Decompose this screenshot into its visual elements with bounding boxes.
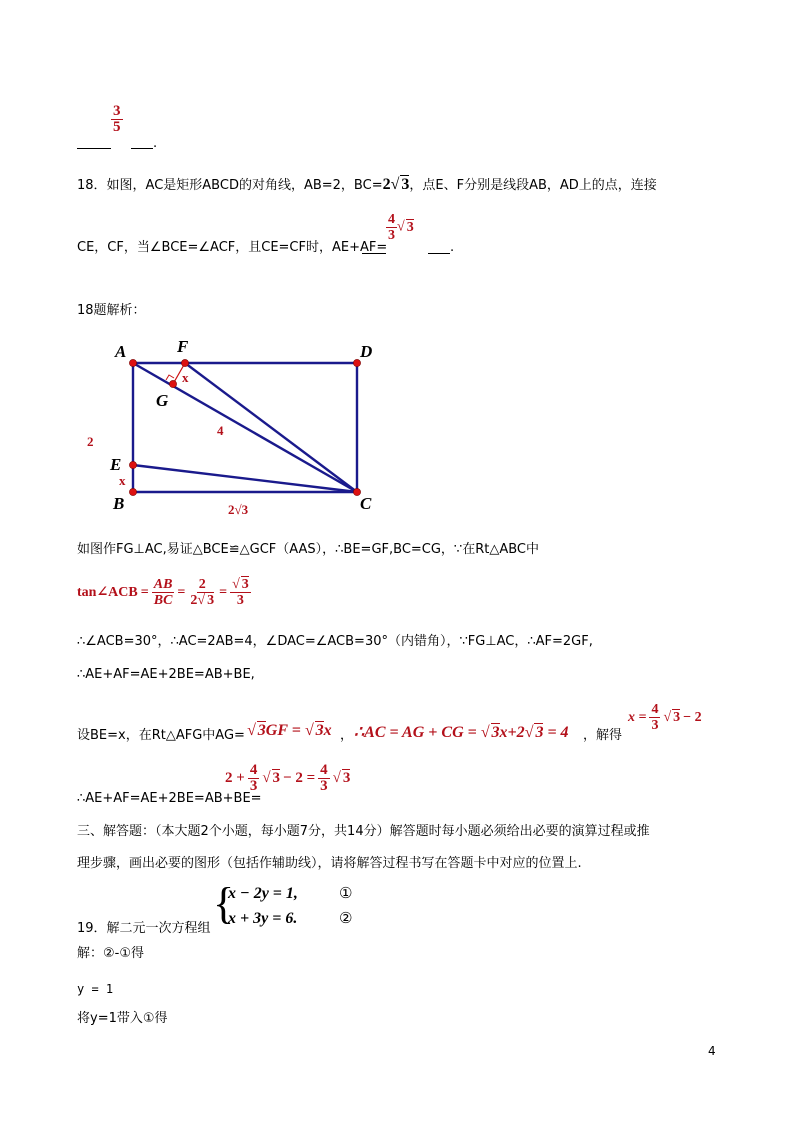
q18-line1-suffix: ，点E、F分别是线段AB，AD上的点，连接 (409, 178, 657, 193)
annot-ac-length: 4 (217, 423, 224, 438)
q19-label: 19．解二元一次方程组 (77, 921, 211, 936)
diagonal-ac (133, 363, 357, 492)
q18-answer-den: 3 (388, 228, 395, 243)
q18-end: . (450, 240, 455, 255)
solution-line5-prefix: ∴AE+AF=AE+2BE=AB+BE= (77, 791, 262, 806)
solution-line1: 如图作FG⊥AC,易证△BCE≌△GCF（AAS），∴BE=GF,BC=CG，∵在Rt△ABC中 (77, 542, 539, 557)
q17-blank-left (77, 140, 111, 149)
q19-eq2: x + 3y = 6. (228, 910, 298, 927)
q18-line1-prefix: 18．如图，AC是矩形ABCD的对角线，AB=2，BC= (77, 178, 383, 193)
final-num2: 4 (320, 762, 328, 778)
q18-answer-radicand: 3 (406, 219, 414, 235)
tan-f2-den-rad: 3 (207, 593, 215, 608)
q17-answer-fraction (111, 104, 123, 135)
label-d: D (360, 342, 373, 361)
annot-fg-length: x (182, 370, 189, 385)
final-den2: 3 (320, 778, 328, 794)
ag-rad1: 3 (257, 722, 266, 739)
q19-step3: 将y=1带入①得 (77, 1011, 168, 1026)
q18-blank-left (362, 247, 386, 254)
tan-f3-num-rad: 3 (241, 577, 249, 592)
q17-end: . (153, 136, 158, 151)
solution-heading: 18题解析： (77, 303, 146, 318)
ac-formula: ∴AC = AG + CG = √ 3x+2√ 3 = 4 (354, 724, 569, 741)
x-solution: x = $\frac{4}{3}$ √ 3 − 2 (628, 702, 702, 733)
x-tail: − 2 (683, 709, 702, 725)
tan-f2-num: 2 (198, 577, 206, 592)
ac-rest: = AG + CG = (389, 724, 477, 741)
q19-mark2: ② (339, 909, 353, 927)
ac-plus: +2 (507, 724, 525, 741)
tan-f1-den: BC (153, 593, 173, 608)
ac-x: x (499, 724, 508, 741)
point-g (169, 380, 176, 387)
solution-line3: ∴AE+AF=AE+2BE=AB+BE, (77, 667, 255, 682)
q17-blank-right (131, 140, 153, 149)
geometry-figure (70, 330, 400, 520)
q19-mark1: ① (339, 884, 353, 902)
ag-x: x (323, 722, 332, 739)
tan-f3-den: 3 (236, 593, 244, 608)
q17-numerator: 3 (113, 103, 121, 119)
part3-line1: 三、解答题：（本大题2个小题，每小题7分，共14分）解答题时每小题必须给出必要的演算过程或推 (77, 824, 650, 839)
solution-line4-prefix: 设BE=x，在Rt△AFG中AG= (77, 728, 245, 743)
ac-rad2: 3 (535, 724, 544, 741)
final-formula: 2 + $\frac{4}{3}$ √ 3 − 2 = $\frac{4}{3}$ √ 3 (225, 762, 351, 794)
q18-line1 (77, 177, 657, 194)
q19-eq1: x − 2y = 1, (228, 885, 298, 902)
x-lhs: x = (628, 709, 647, 725)
right-angle-mark (166, 375, 174, 380)
tan-f2-den-coef: 2 (190, 593, 198, 608)
solution-line4-mid: ，解得 (583, 728, 623, 743)
x-num: 4 (651, 702, 659, 717)
bc-coef: 2 (382, 176, 391, 193)
q18-blank-right (428, 247, 450, 254)
final-mid: − 2 = (283, 770, 316, 786)
q18-line2: CE，CF，当∠BCE=∠ACF，且CE=CF时，AE+AF= (77, 240, 388, 255)
label-g: G (156, 391, 169, 410)
segment-ec (133, 465, 357, 492)
line4-comma: ， (340, 728, 354, 743)
label-f: F (177, 337, 189, 356)
label-e: E (110, 455, 122, 474)
point-a (129, 359, 136, 366)
point-b (129, 488, 136, 495)
bc-radicand: 3 (401, 176, 410, 193)
ac-eq: = 4 (547, 724, 569, 741)
tan-lhs: tan∠ACB (77, 585, 138, 600)
point-f (181, 359, 188, 366)
final-rad: 3 (272, 770, 281, 786)
bc-value: 2√ 3 (382, 176, 410, 193)
final-num: 4 (249, 762, 258, 778)
page-number: 4 (708, 1044, 716, 1058)
solution-line2: ∴∠ACB=30°，∴AC=2AB=4，∠DAC=∠ACB=30°（内错角），∵FG⊥AC，∴AF=2GF, (77, 634, 593, 649)
point-e (129, 461, 136, 468)
q19-step2: y = 1 (77, 982, 114, 996)
ag-eq: = (291, 722, 301, 739)
ag-rad2: 3 (315, 722, 324, 739)
label-c: C (360, 494, 372, 513)
q19-step1: 解：②-①得 (77, 946, 144, 961)
q19-brace: { (213, 879, 235, 928)
q17-denominator: 5 (113, 119, 121, 135)
tan-formula: tan∠ACB = $\frac{AB}{BC}$ = $\frac{2}{2√ 3}$ = $\frac{√ 3}{3}$ (77, 577, 249, 608)
annot-ab-length: 2 (87, 434, 94, 449)
label-b: B (113, 494, 125, 513)
part3-line2: 理步骤，画出必要的图形（包括作辅助线），请将解答过程书写在答题卡中对应的位置上. (77, 856, 582, 871)
annot-bc-length: 2√3 (228, 502, 249, 517)
ag-formula: √ 3GF = √ 3x (247, 722, 332, 739)
q18-answer-num: 4 (388, 212, 395, 227)
x-den: 3 (651, 718, 659, 733)
tan-f1-num: AB (153, 577, 173, 592)
label-a: A (115, 342, 127, 361)
segment-fc (185, 363, 357, 492)
q18-answer: $\frac{4}{3}$ √ 3 (388, 212, 414, 243)
final-lead: 2 + (225, 770, 245, 786)
final-rad2: 3 (342, 770, 351, 786)
final-den: 3 (249, 778, 258, 794)
ag-gf: GF (265, 722, 288, 739)
ac-lead: ∴AC (354, 724, 386, 741)
annot-be-length: x (119, 473, 126, 488)
x-rad: 3 (673, 709, 681, 725)
ac-rad1: 3 (491, 724, 500, 741)
